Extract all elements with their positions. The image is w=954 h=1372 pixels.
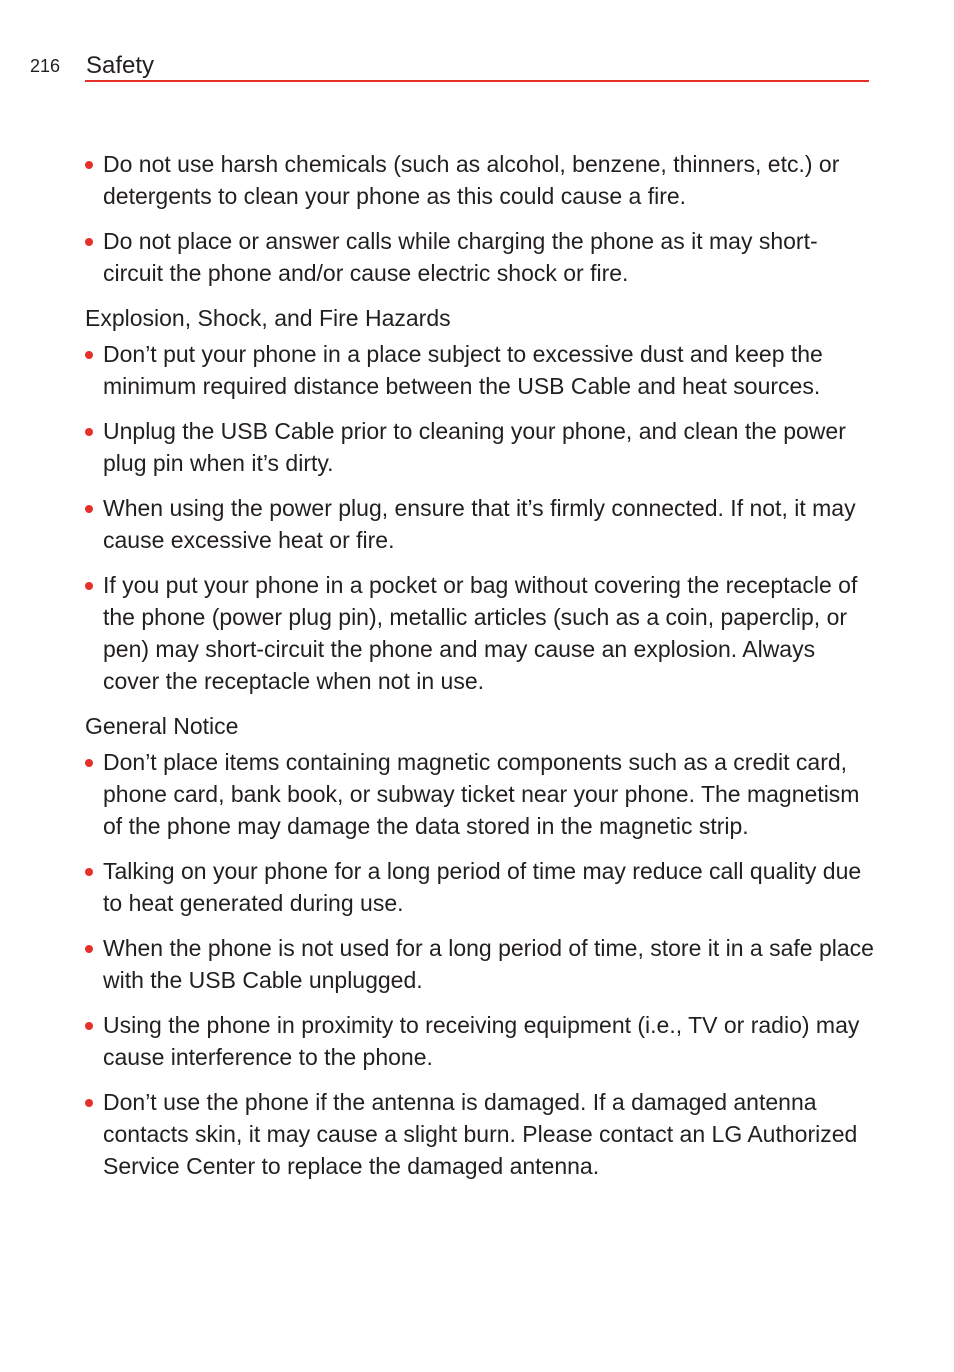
list-item: [85, 569, 875, 697]
list-item: [85, 855, 875, 919]
general-notice-bullet-list: [85, 746, 875, 1182]
bullet-text: Using the phone in proximity to receiving equipment (i.e., TV or radio) may cause interference to the phone.: [103, 1012, 860, 1070]
bullet-icon: [85, 351, 93, 359]
explosion-bullet-list: [85, 338, 875, 697]
bullet-icon: [85, 161, 93, 169]
subheading-explosion-hazards: Explosion, Shock, and Fire Hazards: [85, 305, 451, 331]
bullet-icon: [85, 1022, 93, 1030]
bullet-icon: [85, 1099, 93, 1107]
list-item: [85, 492, 875, 556]
bullet-text: If you put your phone in a pocket or bag without covering the receptacle of the phone (power plug pin), metallic articles (such as a coin, paperclip, or pen) may short-circuit the phone and may cause an explosion. Always cover the receptacle when not in use.: [103, 572, 858, 694]
subheading-general-notice: General Notice: [85, 713, 239, 739]
list-item: [85, 225, 875, 289]
bullet-text: Don’t place items containing magnetic components such as a credit card, phone card, bank book, or subway ticket near your phone. The magnetism of the phone may damage the data stored in the magnetic strip.: [103, 749, 860, 839]
bullet-icon: [85, 868, 93, 876]
bullet-icon: [85, 238, 93, 246]
bullet-text: When the phone is not used for a long period of time, store it in a safe place with the USB Cable unplugged.: [103, 935, 874, 993]
list-item: [85, 148, 875, 212]
list-item: [85, 1009, 875, 1073]
header-rule: [85, 80, 869, 82]
bullet-text: When using the power plug, ensure that it’s firmly connected. If not, it may cause excessive heat or fire.: [103, 495, 856, 553]
page-number: 216: [30, 56, 61, 76]
page-content: [85, 148, 875, 1195]
bullet-icon: [85, 945, 93, 953]
list-item: [85, 932, 875, 996]
bullet-text: Talking on your phone for a long period of time may reduce call quality due to heat generated during use.: [103, 858, 862, 916]
bullet-icon: [85, 428, 93, 436]
bullet-text: Unplug the USB Cable prior to cleaning your phone, and clean the power plug pin when it’s dirty.: [103, 418, 846, 476]
list-item: [85, 1086, 875, 1182]
bullet-text: Don’t use the phone if the antenna is damaged. If a damaged antenna contacts skin, it may cause a slight burn. Please contact an LG Authorized Service Center to replace the damaged antenna.: [103, 1089, 858, 1179]
bullet-text: Do not use harsh chemicals (such as alcohol, benzene, thinners, etc.) or detergents to clean your phone as this could cause a fire.: [103, 151, 840, 209]
bullet-icon: [85, 759, 93, 767]
section-title: Safety: [86, 52, 155, 79]
list-item: [85, 338, 875, 402]
list-item: [85, 415, 875, 479]
bullet-text: Don’t put your phone in a place subject to excessive dust and keep the minimum required distance between the USB Cable and heat sources.: [103, 341, 823, 399]
list-item: [85, 746, 875, 842]
intro-bullet-list: [85, 148, 875, 289]
bullet-icon: [85, 505, 93, 513]
bullet-icon: [85, 582, 93, 590]
bullet-text: Do not place or answer calls while charging the phone as it may short-circuit the phone and/or cause electric shock or fire.: [103, 228, 818, 286]
